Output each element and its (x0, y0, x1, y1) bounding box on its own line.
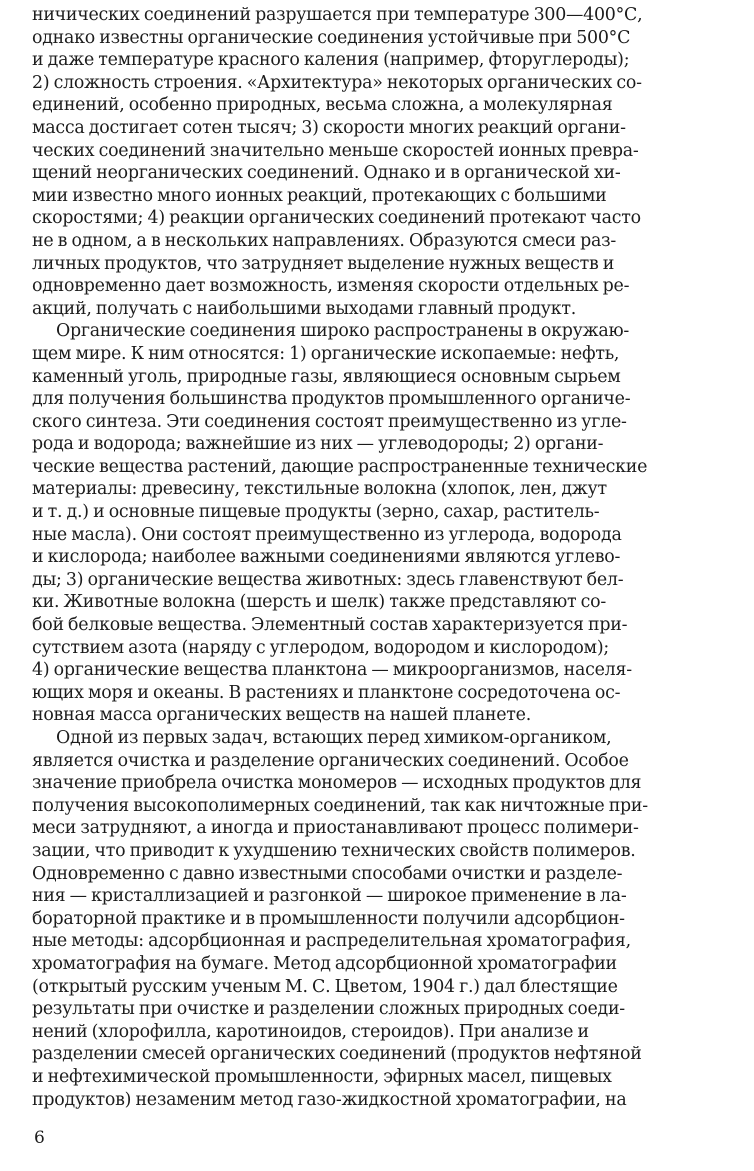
paragraph (32, 320, 732, 727)
text-line: и т. д.) и основные пищевые продукты (зерно, сахар, раститель- (32, 502, 600, 523)
paragraph (32, 4, 732, 320)
text-line: нений (хлорофилла, каротиноидов, стероидов). При анализе и (32, 1021, 589, 1042)
text-line: и кислорода; наиболее важными соединениями являются углево- (32, 547, 621, 568)
text-line: масса достигает сотен тысяч; 3) скорости многих реакций органи- (32, 117, 626, 138)
text-line: для получения большинства продуктов промышленного органиче- (32, 389, 631, 410)
text-line: Одной из первых задач, встающих перед химиком-органиком, (56, 728, 612, 748)
text-line: и нефтехимической промышленности, эфирных масел, пищевых (32, 1066, 612, 1087)
text-line: акций, получать с наибольшими выходами главный продукт. (32, 298, 577, 319)
text-line: одновременно дает возможность, изменяя скорости отдельных ре- (32, 276, 630, 297)
text-line: щем мире. К ним относятся: 1) органические ископаемые: нефть, (32, 343, 620, 364)
text-line: значение приобрела очистка мономеров — исходных продуктов для (32, 773, 642, 794)
text-line: ческие вещества растений, дающие распространенные технические (32, 456, 648, 477)
text-line: скоростями; 4) реакции органических соединений протекают часто (32, 208, 641, 229)
text-line: хроматография на бумаге. Метод адсорбционной хроматографии (32, 953, 617, 974)
text-line: получения высокополимерных соединений, так как ничтожные при- (32, 795, 648, 816)
text-line: 2) сложность строения. «Архитектура» некоторых органических со- (32, 72, 642, 93)
text-line: личных продуктов, что затрудняет выделение нужных веществ и (32, 253, 615, 274)
text-line: ки. Животные волокна (шерсть и шелк) также представляют со- (32, 592, 607, 613)
text-line: однако известны органические соединения устойчивые при 500°С (32, 27, 631, 48)
paragraph (32, 727, 732, 1111)
text-line: сутствием азота (наряду с углеродом, водородом и кислородом); (32, 637, 609, 658)
text-line: мии известно много ионных реакций, протекающих с большими (32, 185, 607, 206)
text-line: меси затрудняют, а иногда и приостанавливают процесс полимери- (32, 818, 639, 839)
text-line: ные методы: адсорбционная и распределительная хроматография, (32, 931, 631, 952)
text-line: новная масса органических веществ на нашей планете. (32, 705, 531, 726)
text-line: рода и водорода; важнейшие из них — углеводороды; 2) органи- (32, 434, 604, 455)
text-line: единений, особенно природных, весьма сложна, а молекулярная (32, 95, 613, 116)
text-line: ющих моря и океаны. В растениях и планктоне сосредоточена ос- (32, 682, 621, 703)
text-line: Органические соединения широко распространены в окружаю- (56, 321, 629, 342)
body-text (32, 4, 732, 1111)
text-line: ды; 3) органические вещества животных: здесь главенствуют бел- (32, 569, 624, 590)
text-line: ничических соединений разрушается при температуре 300—400°С, (32, 5, 643, 25)
text-line: каменный уголь, природные газы, являющиеся основным сырьем (32, 366, 621, 387)
text-line: щений неорганических соединений. Однако и в органической хи- (32, 163, 621, 184)
text-line: не в одном, а в нескольких направлениях. Образуются смеси раз- (32, 230, 616, 251)
text-line: материалы: древесину, текстильные волокна (хлопок, лен, джут (32, 479, 607, 500)
page-number: 6 (34, 1128, 45, 1148)
text-line: ния — кристаллизацией и разгонкой — широкое применение в ла- (32, 886, 627, 907)
text-line: ского синтеза. Эти соединения состоят преимущественно из угле- (32, 411, 627, 432)
text-line: Одновременно с давно известными способами очистки и разделе- (32, 863, 623, 884)
text-line: и даже температуре красного каления (например, фторуглероды); (32, 50, 630, 71)
text-line: 4) органические вещества планктона — микроорганизмов, населя- (32, 660, 632, 681)
text-line: бой белковые вещества. Элементный состав характеризуется при- (32, 615, 628, 636)
text-line: ческих соединений значительно меньше скоростей ионных превра- (32, 140, 639, 161)
text-line: результаты при очистке и разделении сложных природных соеди- (32, 999, 625, 1020)
text-line: является очистка и разделение органических соединений. Особое (32, 750, 629, 771)
text-line: ные масла). Они состоят преимущественно из углерода, водорода (32, 524, 622, 545)
text-line: зации, что приводит к ухудшению технических свойств полимеров. (32, 840, 636, 861)
text-line: бораторной практике и в промышленности получили адсорбцион- (32, 908, 625, 929)
text-line: продуктов) незаменим метод газо-жидкостной хроматографии, на (32, 1089, 627, 1110)
text-line: разделении смесей органических соединений (продуктов нефтяной (32, 1044, 642, 1065)
text-line: (открытый русским ученым М. С. Цветом, 1904 г.) дал блестящие (32, 976, 618, 997)
